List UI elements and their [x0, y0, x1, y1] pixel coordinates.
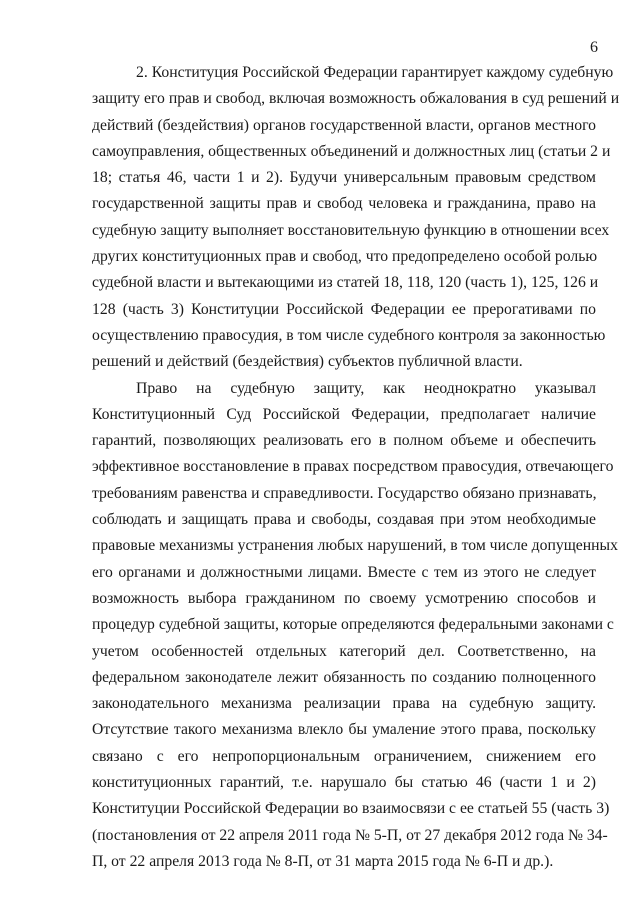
text-line: 128 (часть 3) Конституции Российской Федерации ее прерогативами по — [92, 300, 596, 318]
text-line: судебную защиту выполняет восстановительную функцию в отношении всех — [92, 221, 610, 239]
text-line: 2. Конституция Российской Федерации гарантирует каждому судебную — [136, 64, 614, 81]
paragraph-2 — [92, 376, 618, 876]
document-body — [92, 60, 620, 875]
text-line: действий (бездействия) органов государственной власти, органов местного — [92, 116, 596, 134]
page-number: 6 — [590, 39, 598, 56]
text-line: возможность выбора гражданином по своему усмотрению способов и — [92, 589, 596, 607]
text-line: конституционных гарантий, т.е. нарушало бы статью 46 (части 1 и 2) — [92, 774, 596, 792]
text-line: самоуправления, общественных объединений и должностных лиц (статьи 2 и — [92, 142, 611, 160]
text-line: решений и действий (бездействия) субъектов публичной власти. — [92, 353, 523, 371]
text-line: соблюдать и защищать права и свободы, создавая при этом необходимые — [92, 511, 596, 529]
text-line: Право на судебную защиту, как неоднократно указывал — [136, 379, 596, 397]
text-line: требованиям равенства и справедливости. Государство обязано признавать, — [92, 484, 597, 502]
text-line: Конституции Российской Федерации во взаимосвязи с ее статьей 55 (часть 3) — [92, 800, 610, 818]
text-line: Конституционный Суд Российской Федерации, предполагает наличие — [92, 405, 596, 423]
text-line: других конституционных прав и свобод, что предопределено особой ролью — [92, 248, 598, 266]
text-line: судебной власти и вытекающими из статей 18, 118, 120 (часть 1), 125, 126 и — [92, 274, 599, 292]
text-line: эффективное восстановление в правах посредством правосудия, отвечающего — [92, 458, 614, 476]
text-line: гарантий, позволяющих реализовать его в полном объеме и обеспечить — [92, 432, 596, 450]
text-line: связано с его непропорциональным ограничением, снижением его — [92, 747, 596, 765]
text-line: Отсутствие такого механизма влекло бы умаление этого права, поскольку — [92, 721, 596, 739]
text-line: защиту его прав и свобод, включая возможность обжалования в суд решений и — [92, 90, 620, 108]
text-line: (постановления от 22 апреля 2011 года № 5-П, от 27 декабря 2012 года № 34- — [92, 826, 608, 844]
paragraph-1 — [92, 60, 620, 376]
text-line: осуществлению правосудия, в том числе судебного контроля за законностью — [92, 326, 606, 344]
text-line: законодательного механизма реализации права на судебную защиту. — [92, 695, 596, 713]
text-line: государственной защиты прав и свобод человека и гражданина, право на — [92, 195, 596, 213]
text-line: правовые механизмы устранения любых нарушений, в том числе допущенных — [92, 537, 618, 555]
text-line: его органами и должностными лицами. Вместе с тем из этого не следует — [92, 563, 596, 581]
text-line: процедур судебной защиты, которые определяются федеральными законами с — [92, 616, 614, 634]
text-line: 18; статья 46, части 1 и 2). Будучи универсальным правовым средством — [92, 169, 596, 187]
text-line: федеральном законодателе лежит обязанность по созданию полноценного — [92, 668, 596, 686]
text-line: П, от 22 апреля 2013 года № 8-П, от 31 марта 2015 года № 6-П и др.). — [92, 852, 554, 870]
text-line: учетом особенностей отдельных категорий дел. Соответственно, на — [92, 642, 596, 660]
